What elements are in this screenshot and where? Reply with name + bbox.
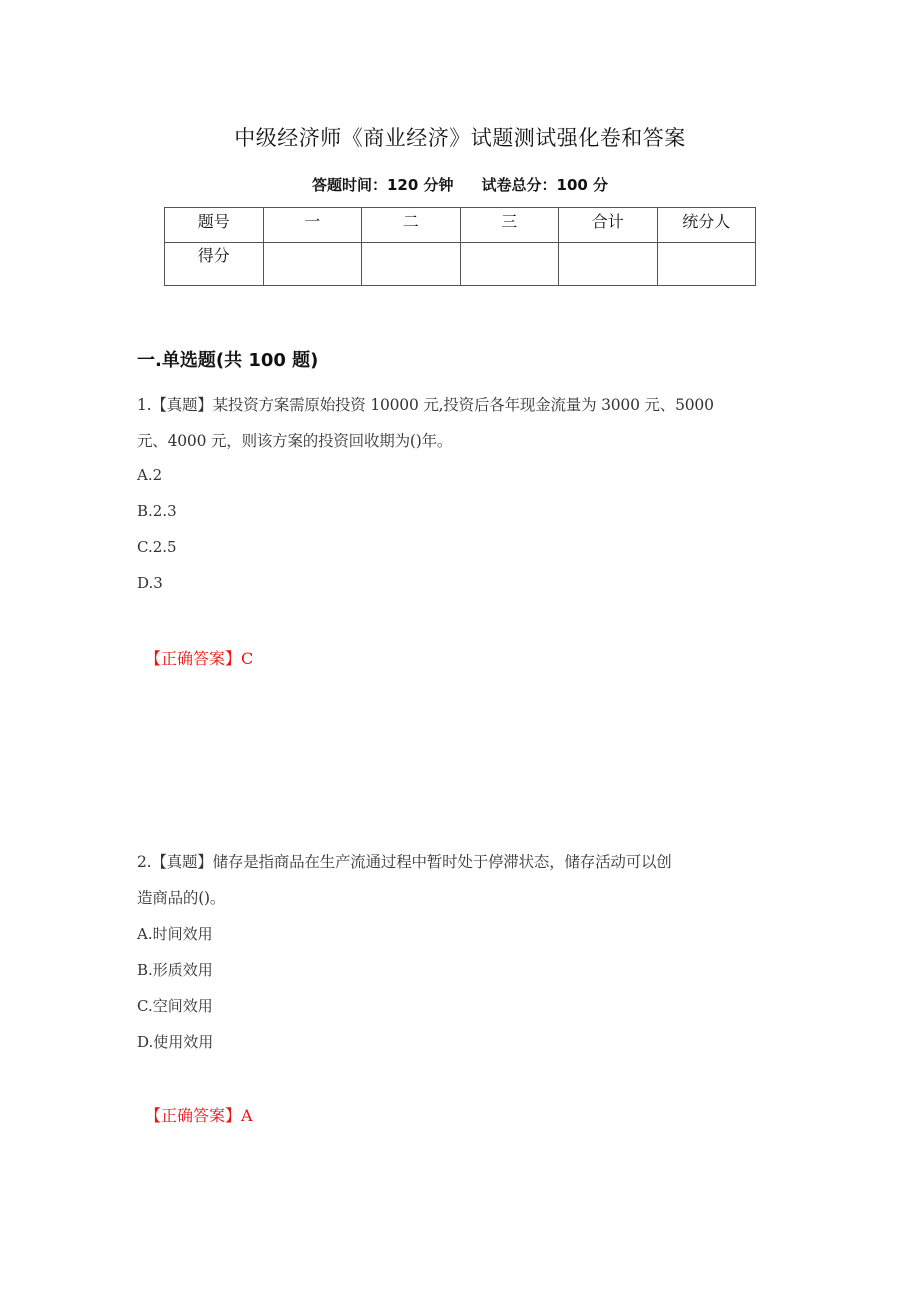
- question-text-line: 元、4000 元，则该方案的投资回收期为()年。: [137, 432, 453, 450]
- answer-label: 【正确答案】: [145, 649, 242, 668]
- question-text-line: 2.【真题】储存是指商品在生产流通过程中暂时处于停滞状态，储存活动可以创: [137, 853, 672, 871]
- option-b: B.2.3: [137, 502, 177, 520]
- correct-answer: [145, 1103, 253, 1126]
- exam-meta: [0, 174, 920, 195]
- exam-time: 答题时间：120 分钟: [311, 176, 454, 194]
- document-title: 中级经济师《商业经济》试题测试强化卷和答案: [234, 126, 686, 150]
- score-table-cell: 合计: [559, 208, 658, 243]
- section-heading: 一.单选题(共 100 题): [137, 350, 319, 371]
- score-table-header-row: [165, 208, 756, 243]
- option-a: A.2: [137, 466, 163, 484]
- score-table-cell: 得分: [165, 243, 264, 286]
- score-table-cell: 三: [460, 208, 559, 243]
- correct-answer: [145, 646, 253, 669]
- score-table-cell: [657, 243, 756, 286]
- option-c: C.空间效用: [137, 997, 213, 1015]
- question-text-line: 造商品的()。: [137, 889, 226, 907]
- score-table-cell: 题号: [165, 208, 264, 243]
- answer-label: 【正确答案】: [145, 1106, 242, 1125]
- option-d: D.3: [137, 574, 163, 592]
- answer-value: C: [241, 649, 254, 668]
- option-c: C.2.5: [137, 538, 177, 556]
- score-table-cell: [460, 243, 559, 286]
- score-table-cell: [263, 243, 362, 286]
- score-table-cell: [362, 243, 461, 286]
- answer-value: A: [241, 1106, 253, 1125]
- exam-total-score: 试卷总分：100 分: [481, 176, 609, 194]
- score-table-cell: 一: [263, 208, 362, 243]
- option-d: D.使用效用: [137, 1033, 214, 1051]
- score-table-cell: [559, 243, 658, 286]
- option-b: B.形质效用: [137, 961, 213, 979]
- option-a: A.时间效用: [137, 925, 213, 943]
- score-table-score-row: [165, 243, 756, 286]
- score-table-cell: 统分人: [657, 208, 756, 243]
- question-text-line: 1.【真题】某投资方案需原始投资 10000 元,投资后各年现金流量为 3000 元、5000: [137, 396, 714, 414]
- score-table-cell: 二: [362, 208, 461, 243]
- score-table: [164, 207, 756, 286]
